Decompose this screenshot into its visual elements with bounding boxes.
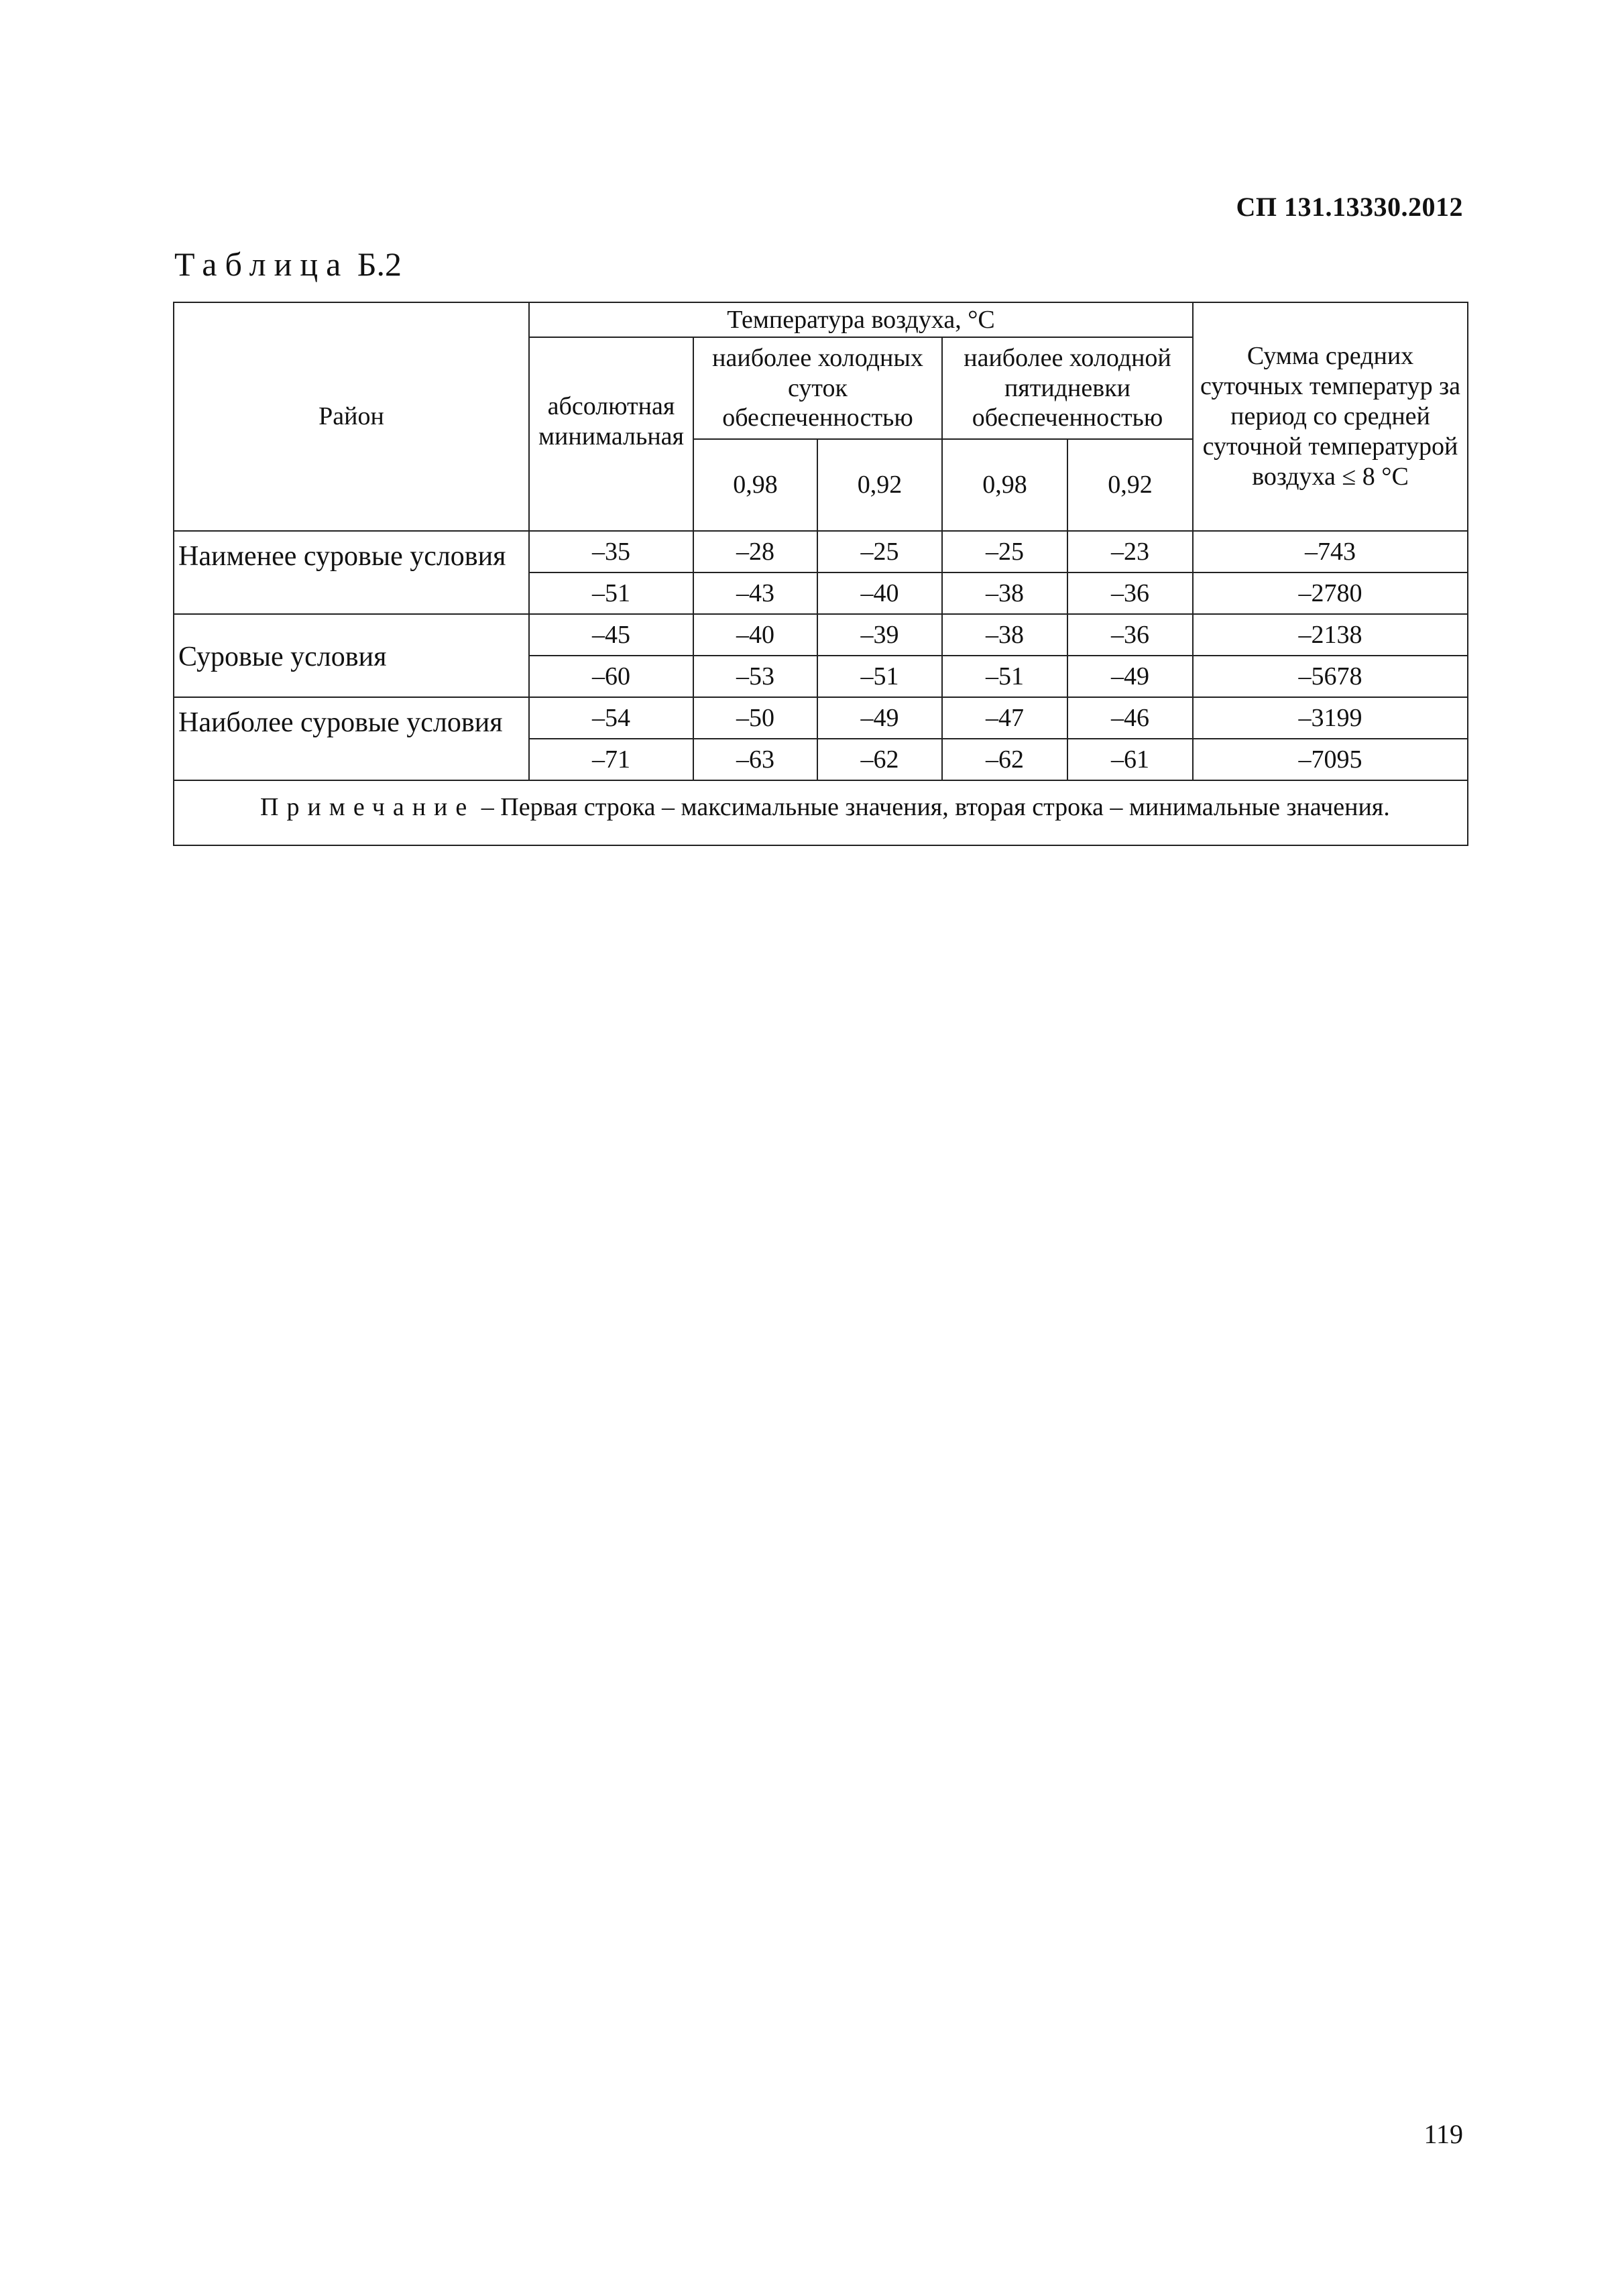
value-cell: –25 <box>817 531 942 572</box>
region-cell: Наименее суровые условия <box>174 531 529 614</box>
value-cell: –2780 <box>1193 572 1468 614</box>
value-cell: –35 <box>529 531 693 572</box>
value-cell: –40 <box>817 572 942 614</box>
value-cell: –38 <box>942 572 1067 614</box>
value-cell: –63 <box>693 739 817 780</box>
value-cell: –743 <box>1193 531 1468 572</box>
value-cell: –47 <box>942 697 1067 739</box>
value-cell: –43 <box>693 572 817 614</box>
header-row-1 <box>174 302 1468 337</box>
page-number: 119 <box>1424 2119 1463 2149</box>
value-cell: –39 <box>817 614 942 656</box>
header-coldest-days: наиболее холодных суток обеспеченностью <box>693 337 942 439</box>
value-cell: –49 <box>817 697 942 739</box>
value-cell: –28 <box>693 531 817 572</box>
value-cell: –61 <box>1067 739 1193 780</box>
value-cell: –51 <box>529 572 693 614</box>
header-sum-temperatures: Сумма средних суточных температур за период со средней суточной температурой воздуха ≤ 8 °С <box>1193 302 1468 531</box>
table-note <box>174 780 1468 845</box>
header-absolute-minimum: абсолютная минимальная <box>529 337 693 531</box>
value-cell: –71 <box>529 739 693 780</box>
region-cell: Наиболее суровые условия <box>174 697 529 780</box>
table-caption <box>174 245 402 284</box>
header-air-temperature: Температура воздуха, °С <box>529 302 1193 337</box>
header-days-092: 0,92 <box>817 439 942 531</box>
value-cell: –5678 <box>1193 656 1468 697</box>
region-cell: Суровые условия <box>174 614 529 697</box>
value-cell: –53 <box>693 656 817 697</box>
value-cell: –50 <box>693 697 817 739</box>
header-five-092: 0,92 <box>1067 439 1193 531</box>
header-five-098: 0,98 <box>942 439 1067 531</box>
value-cell: –25 <box>942 531 1067 572</box>
value-cell: –36 <box>1067 572 1193 614</box>
value-cell: –3199 <box>1193 697 1468 739</box>
header-region: Район <box>174 302 529 531</box>
value-cell: –46 <box>1067 697 1193 739</box>
value-cell: –60 <box>529 656 693 697</box>
value-cell: –40 <box>693 614 817 656</box>
value-cell: –2138 <box>1193 614 1468 656</box>
header-coldest-five-days: наиболее холодной пятидневки обеспеченностью <box>942 337 1193 439</box>
table-caption-label: Таблица <box>174 245 349 283</box>
note-text: – Первая строка – максимальные значения, вторая строка – минимальные значения. <box>475 793 1390 821</box>
value-cell: –62 <box>942 739 1067 780</box>
climate-table <box>173 302 1468 846</box>
header-days-098: 0,98 <box>693 439 817 531</box>
value-cell: –51 <box>817 656 942 697</box>
value-cell: –45 <box>529 614 693 656</box>
value-cell: –54 <box>529 697 693 739</box>
value-cell: –7095 <box>1193 739 1468 780</box>
value-cell: –51 <box>942 656 1067 697</box>
value-cell: –23 <box>1067 531 1193 572</box>
value-cell: –38 <box>942 614 1067 656</box>
value-cell: –49 <box>1067 656 1193 697</box>
table-row <box>174 531 1468 572</box>
document-code: СП 131.13330.2012 <box>1236 192 1463 222</box>
value-cell: –36 <box>1067 614 1193 656</box>
note-row <box>174 780 1468 845</box>
table-row <box>174 614 1468 656</box>
table-caption-number: Б.2 <box>357 245 402 283</box>
note-label: Примечание <box>260 793 475 821</box>
value-cell: –62 <box>817 739 942 780</box>
table-row <box>174 697 1468 739</box>
